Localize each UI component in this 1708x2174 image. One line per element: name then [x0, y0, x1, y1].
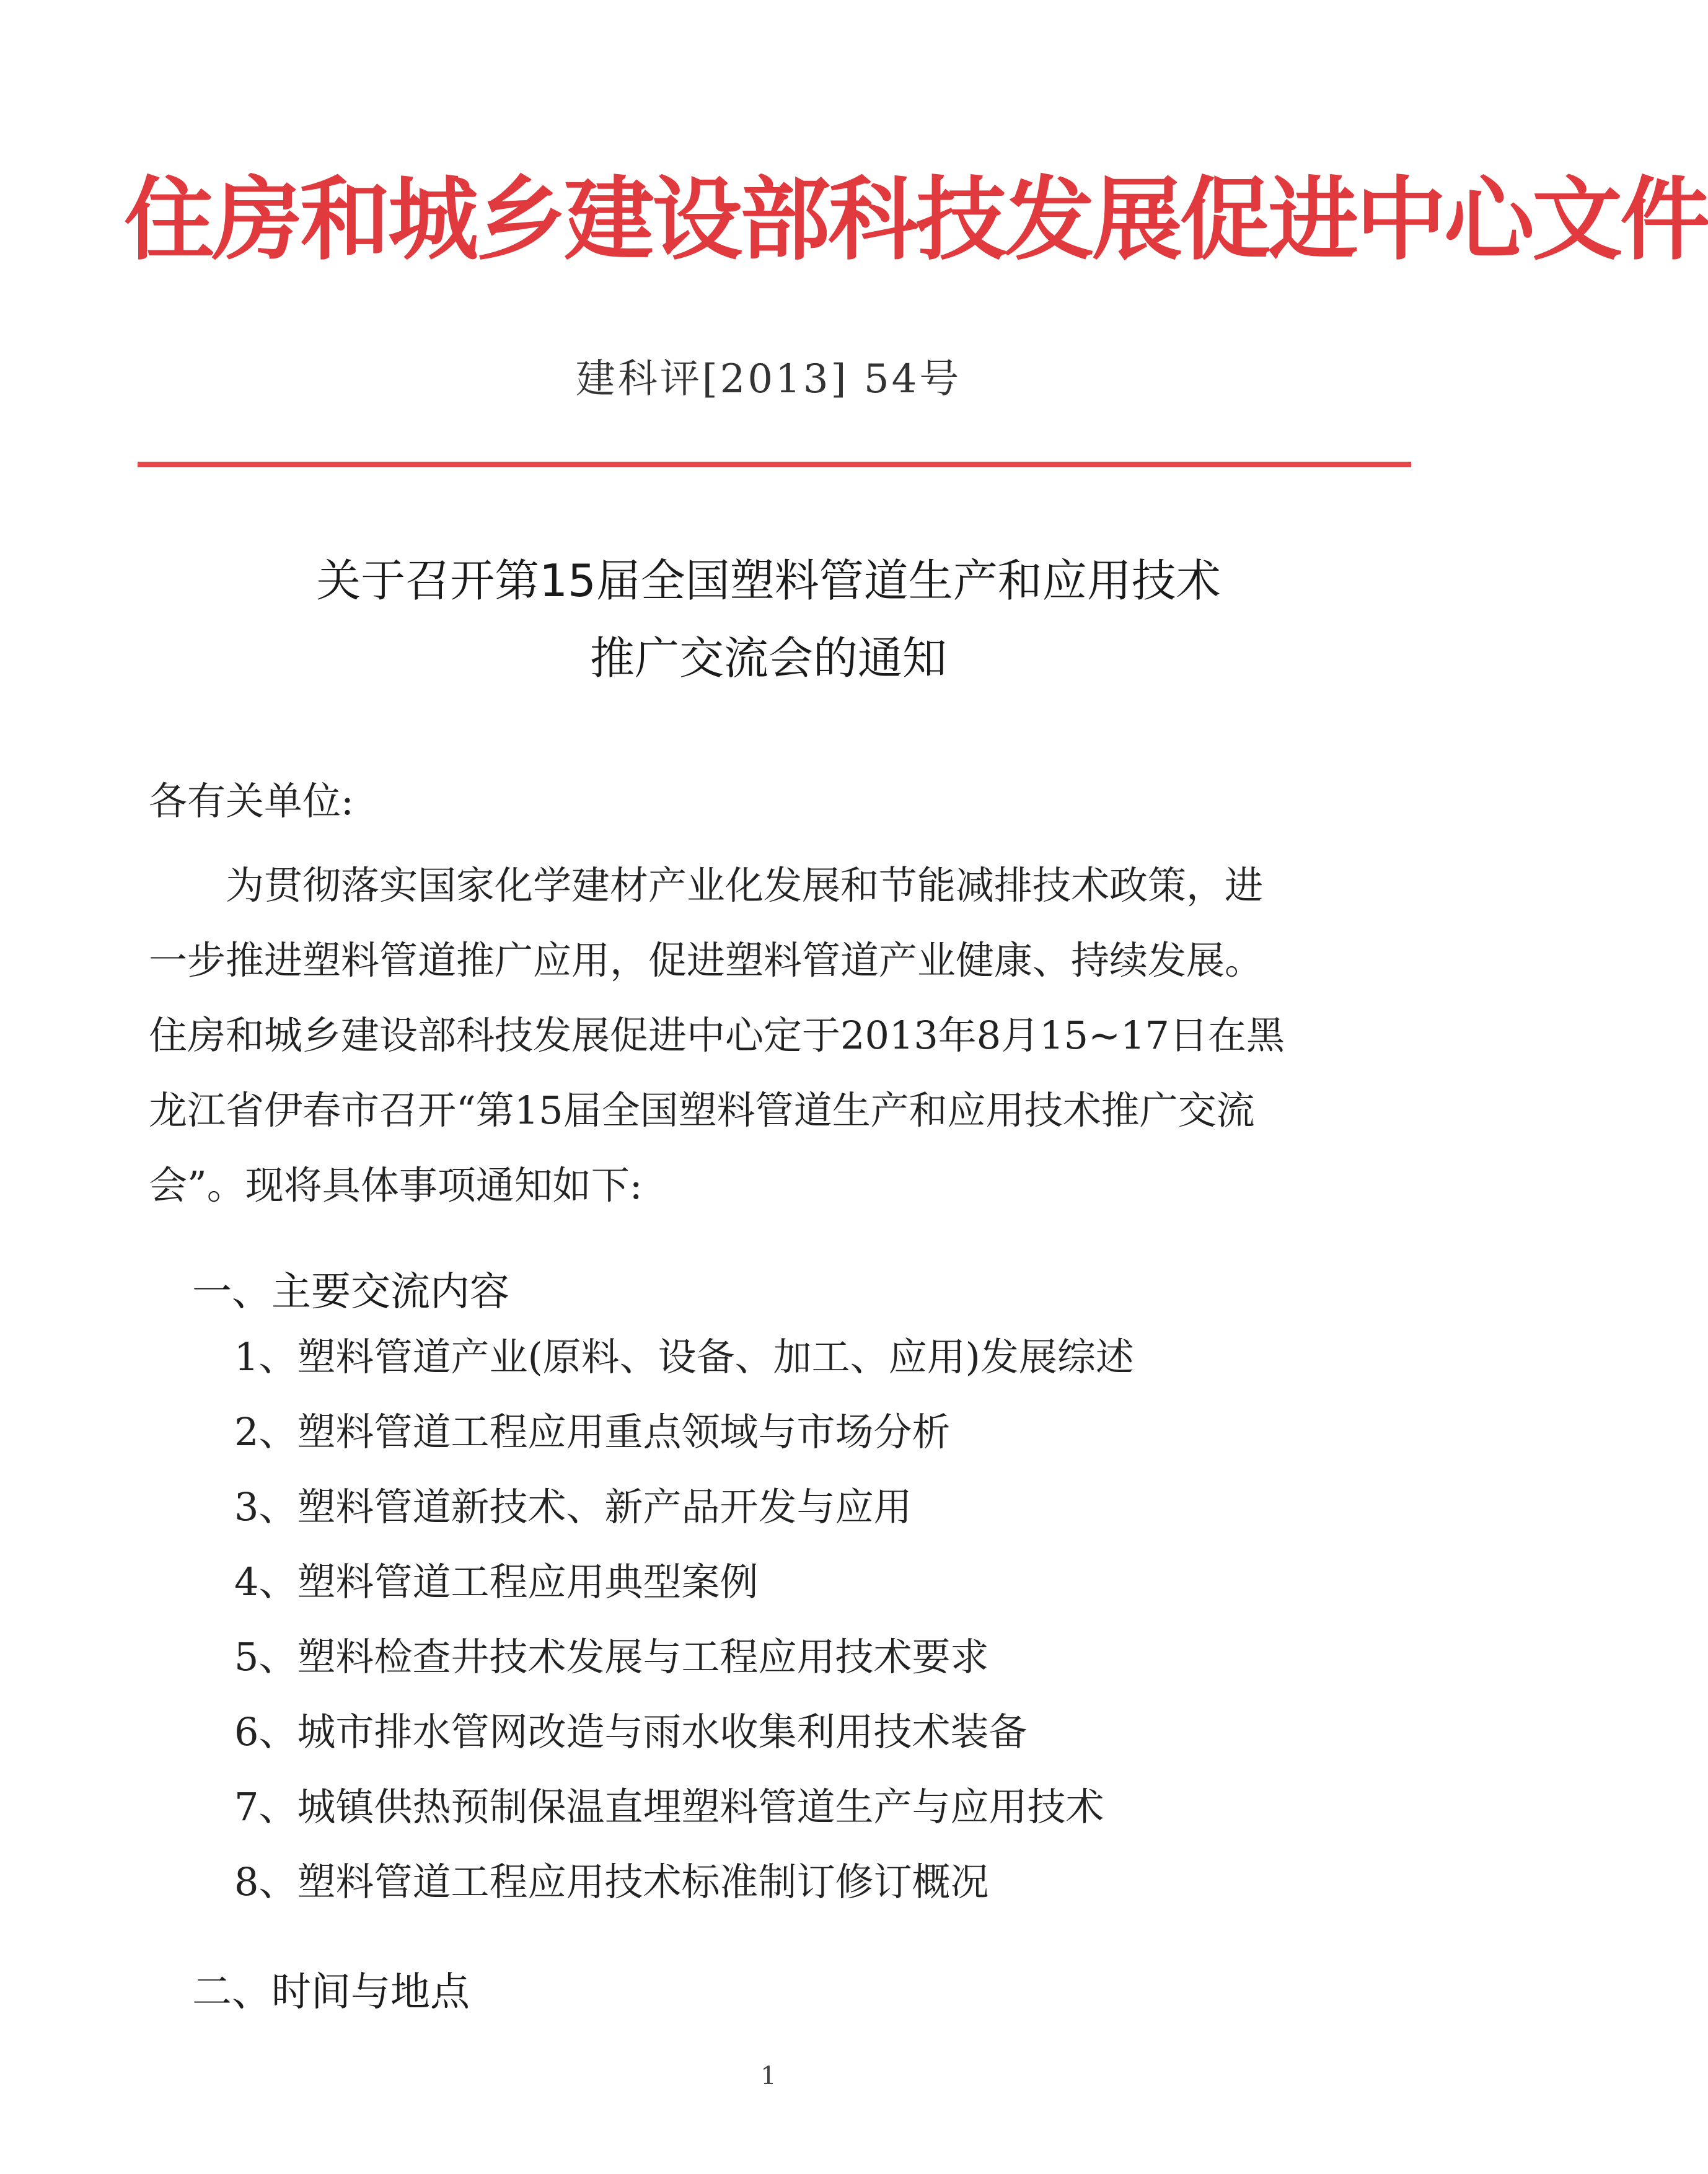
body-line: 住房和城乡建设部科技发展促进中心定于2013年8月15~17日在黑 [149, 1013, 1285, 1058]
section-heading-topics: 一、主要交流内容 [192, 1269, 509, 1315]
section-heading-time-place: 二、时间与地点 [192, 1969, 470, 2015]
header-divider [138, 462, 1411, 467]
list-item: 7、城镇供热预制保温直埋塑料管道生产与应用技术 [234, 1784, 1104, 1829]
body-line: 为贯彻落实国家化学建材产业化发展和节能减排技术政策，进 [226, 863, 1264, 908]
notice-title-line: 推广交流会的通知 [589, 632, 947, 684]
topics-list [234, 1329, 1134, 1929]
list-item: 8、塑料管道工程应用技术标准制订修订概况 [234, 1859, 989, 1904]
body-line: 会”。现将具体事项通知如下: [149, 1163, 643, 1208]
list-item: 5、塑料检查井技术发展与工程应用技术要求 [234, 1634, 989, 1679]
notice-title [0, 542, 1537, 697]
body-paragraph [149, 848, 1413, 1223]
notice-title-line: 关于召开第15届全国塑料管道生产和应用技术 [316, 555, 1221, 607]
salutation: 各有关单位: [149, 778, 354, 824]
list-item: 3、塑料管道新技术、新产品开发与应用 [234, 1484, 912, 1529]
body-line: 龙江省伊春市召开“第15届全国塑料管道生产和应用技术推广交流 [149, 1088, 1255, 1133]
list-item: 4、塑料管道工程应用典型案例 [234, 1559, 759, 1604]
issuing-organization-header: 住房和城乡建设部科技发展促进中心文件 [124, 167, 1708, 273]
page-number: 1 [760, 2062, 777, 2090]
document-number: 建科评[2013] 54号 [575, 356, 962, 402]
body-line: 一步推进塑料管道推广应用，促进塑料管道产业健康、持续发展。 [149, 938, 1264, 983]
list-item: 1、塑料管道产业(原料、设备、加工、应用)发展综述 [234, 1334, 1134, 1380]
list-item: 2、塑料管道工程应用重点领域与市场分析 [234, 1409, 951, 1454]
list-item: 6、城市排水管网改造与雨水收集利用技术装备 [234, 1709, 1028, 1754]
